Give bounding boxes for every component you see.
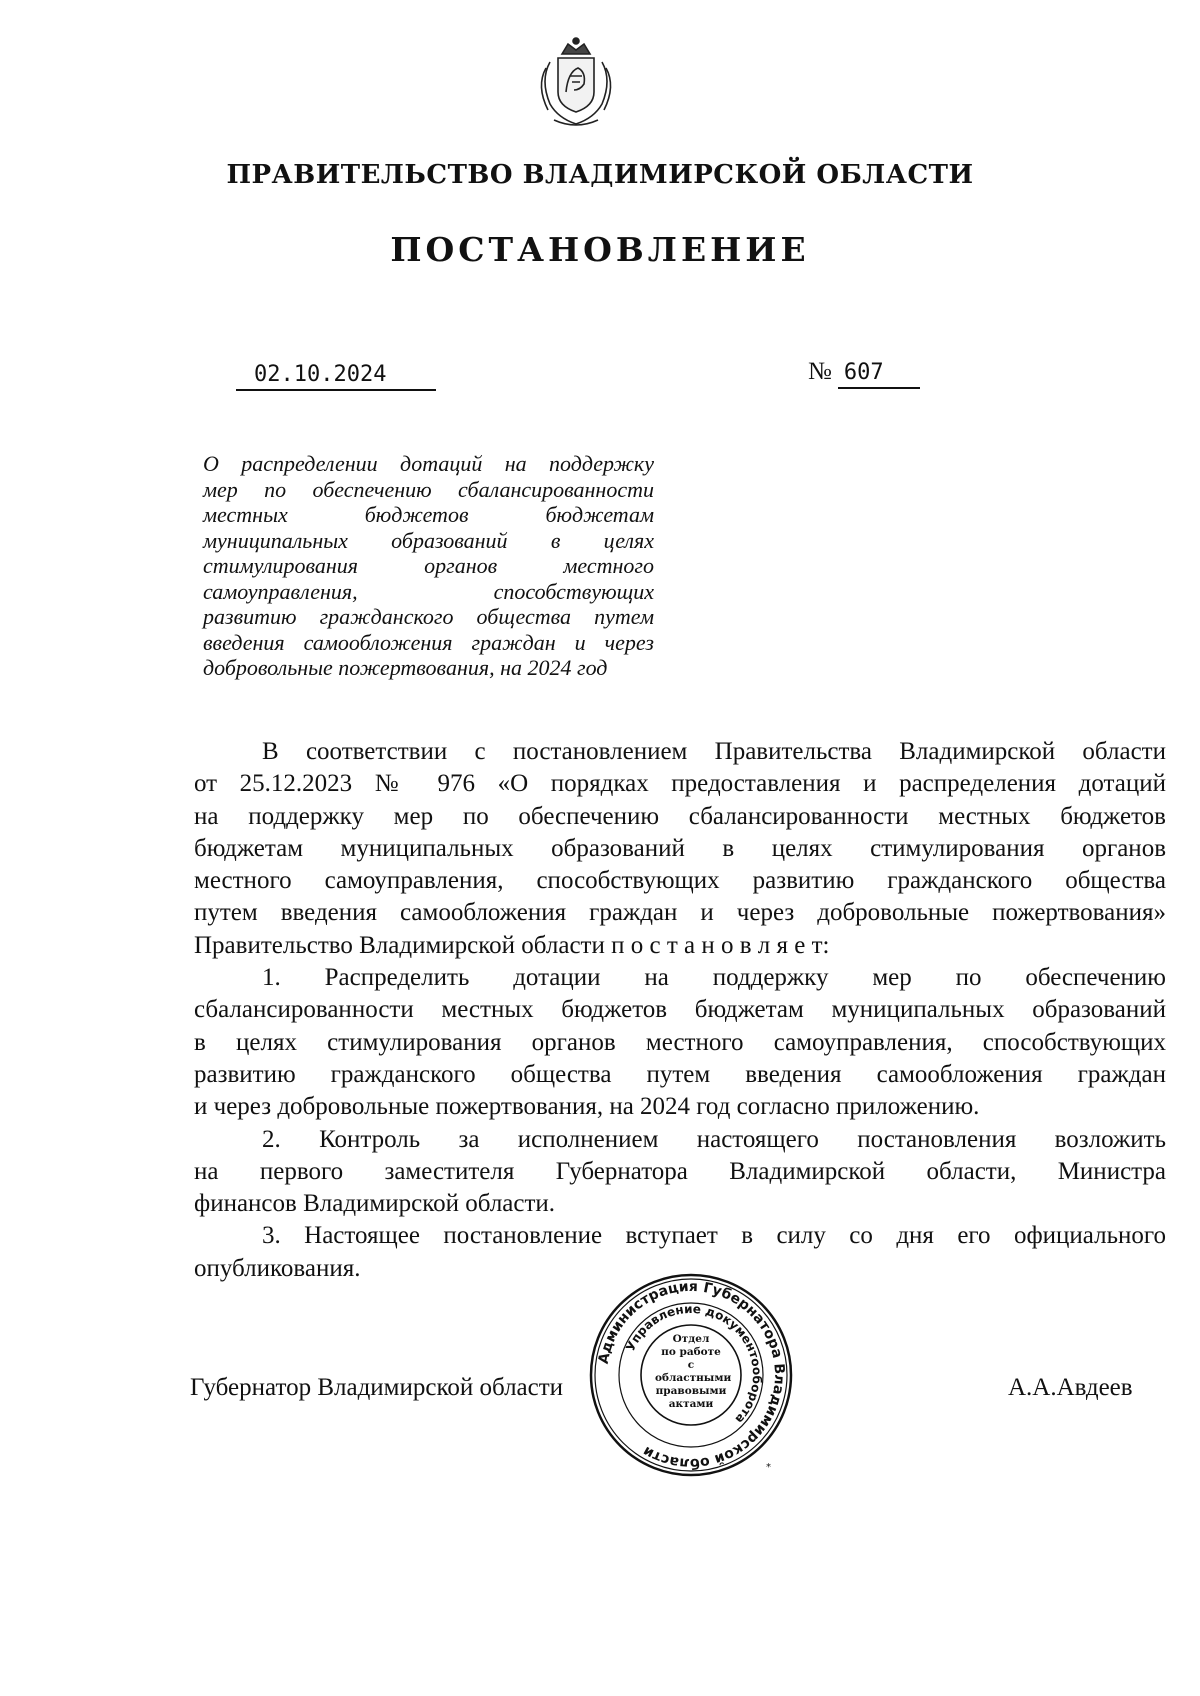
- body-line: путем введения самообложения граждан и через добровольные пожертвования»: [194, 899, 1166, 927]
- signer-name: А.А.Авдеев: [1008, 1374, 1133, 1401]
- body-line: В соответствии с постановлением Правительства Владимирской области: [262, 738, 1166, 765]
- document-number: 607: [838, 360, 920, 389]
- stamp-ring-textpath: Администрация Губернатора Владимирской области: [595, 1278, 788, 1472]
- body-line: бюджетам муниципальных образований в целях стимулирования органов: [194, 834, 1166, 862]
- body-line: на первого заместителя Губернатора Владимирской области, Министра: [194, 1157, 1166, 1185]
- body-line: сбалансированности местных бюджетов бюджетам муниципальных образований: [194, 996, 1166, 1024]
- body-line: и через добровольные пожертвования, на 2024 год согласно приложению.: [194, 1093, 980, 1121]
- body-line: 2. Контроль за исполнением настоящего постановления возложить: [262, 1125, 1166, 1153]
- body-line: 3. Настоящее постановление вступает в силу со дня его официального: [262, 1222, 1166, 1250]
- subject-line: мер по обеспечению сбалансированности: [203, 476, 654, 502]
- body-line: развитию гражданского общества путем введения самообложения граждан: [194, 1060, 1166, 1088]
- svg-text:*: *: [766, 1462, 771, 1473]
- stamp-center-line: по работе: [661, 1346, 721, 1358]
- body-line: Правительство Владимирской области п о с т а н о в л я е т:: [194, 931, 830, 959]
- document-body: [194, 736, 1166, 1285]
- subject-line: местных бюджетов бюджетам: [203, 502, 654, 527]
- body-line: в целях стимулирования органов местного самоуправления, способствующих: [194, 1028, 1166, 1056]
- coat-of-arms-icon: [528, 32, 624, 132]
- stamp-center-line: правовыми: [655, 1385, 727, 1397]
- stamp-center-line: Отдел: [672, 1333, 710, 1345]
- body-line: от 25.12.2023 № 976 «О порядках предоставления и распределения дотаций: [194, 770, 1166, 798]
- document-date: 02.10.2024: [236, 362, 436, 391]
- body-line: опубликования.: [194, 1254, 361, 1282]
- body-line: местного самоуправления, способствующих развитию гражданского общества: [194, 867, 1166, 895]
- subject-line: самоуправления, способствующих: [203, 578, 654, 604]
- stamp-center-line: актами: [668, 1398, 714, 1410]
- subject-line: О распределении дотаций на поддержку: [203, 451, 654, 476]
- stamp-inner-ring-textpath: Управление документооборота: [623, 1301, 765, 1427]
- number-sign: №: [808, 358, 832, 385]
- government-title: ПРАВИТЕЛЬСТВО ВЛАДИМИРСКОЙ ОБЛАСТИ: [226, 160, 974, 190]
- document-number-field: [808, 358, 920, 389]
- document-subject: [203, 451, 654, 681]
- body-line: на поддержку мер по обеспечению сбалансированности местных бюджетов: [194, 802, 1166, 830]
- subject-line: развитию гражданского общества путем: [203, 604, 654, 629]
- document-type-title: ПОСТАНОВЛЕНИЕ: [390, 230, 810, 269]
- body-line: 1. Распределить дотации на поддержку мер по обеспечению: [262, 964, 1166, 992]
- stamp-center-line: с областными: [655, 1359, 732, 1384]
- subject-line: добровольные пожертвования, на 2024 год: [203, 655, 608, 680]
- stamp-center-text: [655, 1333, 732, 1411]
- subject-line: стимулирования органов местного: [203, 553, 654, 578]
- subject-line: муниципальных образований в целях: [203, 527, 654, 553]
- subject-line: введения самообложения граждан и через: [203, 629, 654, 655]
- signer-position: Губернатор Владимирской области: [190, 1374, 564, 1401]
- body-line: финансов Владимирской области.: [194, 1190, 556, 1218]
